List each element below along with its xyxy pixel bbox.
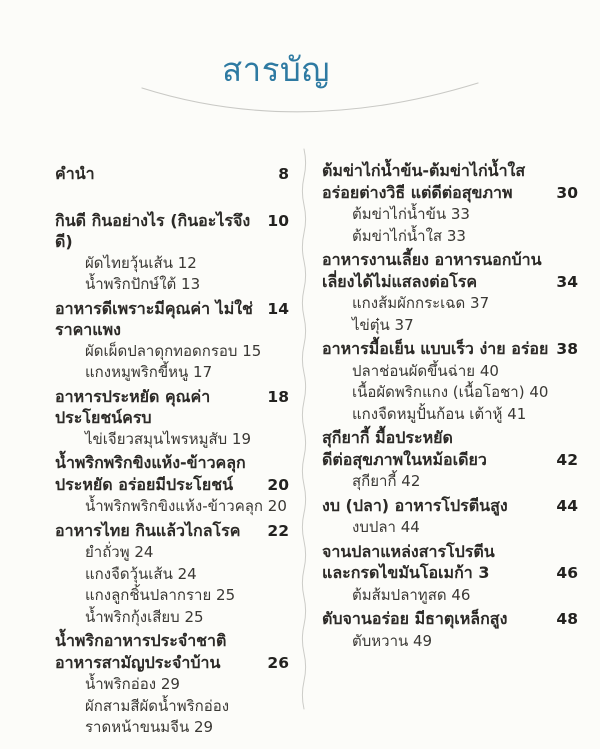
toc-heading-row	[55, 474, 289, 497]
toc-heading-text: กินดี กินอย่างไร (กินอะไรจึงดี)	[55, 210, 251, 251]
toc-heading-row	[55, 630, 289, 652]
toc-heading-row	[55, 210, 289, 253]
toc-sub-item: ผัดเผ็ดปลาดุกทอดกรอบ 15	[85, 341, 262, 360]
toc-sub-item: แกงส้มผักกระเฉด 37	[352, 294, 490, 312]
toc-column-right	[322, 160, 578, 654]
toc-heading-text: น้ำพริกอาหารประจำชาติ	[55, 631, 227, 650]
toc-sub-item: น้ำพริกพริกขิงแห้ง-ข้าวคลุก 20	[85, 497, 287, 515]
toc-sub-item: น้ำพริกอ่อง 29	[85, 675, 180, 693]
toc-heading-text: สุกียากี้ มื้อประหยัด	[322, 428, 453, 447]
toc-heading-text: ประหยัด อร่อยมีประโยชน์	[55, 474, 234, 494]
toc-sub-item: ปลาช่อนผัดขึ้นฉ่าย 40	[352, 361, 499, 380]
toc-section	[322, 249, 578, 336]
toc-heading-row	[322, 160, 578, 182]
toc-section	[55, 210, 289, 296]
toc-heading-text: อาหารงานเลี้ยง อาหารนอกบ้าน	[322, 250, 542, 269]
toc-heading-text: เลี่ยงได้ไม่แสลงต่อโรค	[322, 271, 478, 291]
toc-heading-text: ดีต่อสุขภาพในหม้อเดียว	[322, 449, 487, 469]
toc-section	[322, 338, 578, 425]
toc-sub-item: แกงหมูพริกขี้หนู 17	[85, 363, 213, 381]
toc-sub-item: ตับหวาน 49	[352, 631, 433, 650]
toc-heading-text: จานปลาแหล่งสารโปรตีน	[322, 541, 495, 561]
toc-page-number: 22	[267, 521, 289, 540]
toc-section	[55, 386, 289, 451]
toc-heading-row	[322, 427, 578, 449]
toc-heading-row	[322, 608, 578, 631]
toc-heading-row	[322, 562, 578, 585]
toc-page-number: 44	[556, 496, 578, 515]
toc-heading-text: และกรดไขมันโอเมก้า 3	[322, 563, 490, 582]
toc-sub-item: แกงจืดวุ้นเส้น 24	[85, 564, 197, 583]
toc-heading-text: อาหารมื้อเย็น แบบเร็ว ง่าย อร่อย	[322, 339, 549, 358]
toc-heading-text: อร่อยต่างวิธี แต่ดีต่อสุขภาพ	[322, 182, 513, 202]
toc-column-left	[55, 163, 289, 741]
toc-sub-item: ต้มข่าไก่น้ำข้น 33	[352, 205, 470, 223]
toc-section	[322, 160, 578, 247]
toc-page-number: 46	[556, 564, 578, 582]
toc-sub-item: น้ำพริกปักษ์ใต้ 13	[85, 275, 201, 293]
toc-heading-text: อาหารสามัญประจำบ้าน	[55, 652, 221, 672]
toc-heading-row	[322, 541, 578, 563]
toc-page-number: 48	[556, 610, 578, 628]
toc-section	[322, 541, 578, 607]
toc-page-number: 42	[556, 450, 578, 469]
toc-page-number: 18	[267, 387, 289, 406]
toc-page-number: 26	[267, 653, 289, 672]
toc-page-number: 30	[556, 183, 578, 202]
toc-page-number: 20	[267, 475, 289, 494]
toc-page-number: 14	[267, 299, 289, 318]
toc-sub-item: ผักสามสีผัดน้ำพริกอ่อง	[85, 696, 230, 715]
toc-page-number: 34	[556, 272, 578, 291]
toc-sub-item: ยำถั่วพู 24	[85, 543, 154, 561]
toc-heading-text: ตับจานอร่อย มีธาตุเหล็กสูง	[322, 609, 508, 628]
toc-sub-item: ต้มข่าไก่น้ำใส 33	[352, 226, 466, 245]
toc-sub-item: แกงจืดหมูปั้นก้อน เต้าหู้ 41	[352, 404, 527, 423]
toc-section	[322, 495, 578, 539]
toc-sub-item: ต้มส้มปลาทูสด 46	[352, 585, 471, 604]
toc-sub-item: แกงลูกชิ้นปลากราย 25	[85, 586, 236, 604]
toc-sub-item: ไข่เจียวสมุนไพรหมูสับ 19	[85, 429, 252, 448]
toc-sub-item: ผัดไทยวุ้นเส้น 12	[85, 253, 197, 272]
toc-heading-row	[322, 449, 578, 472]
toc-heading-row	[55, 652, 289, 675]
toc-heading-row	[322, 495, 578, 518]
toc-section	[322, 427, 578, 493]
toc-heading-row	[322, 271, 578, 294]
toc-heading-text: อาหารประหยัด คุณค่าประโยชน์ครบ	[55, 386, 211, 427]
toc-section	[55, 163, 289, 186]
toc-heading-row	[55, 452, 289, 474]
column-divider-wavy-line	[297, 147, 311, 715]
toc-heading-row	[55, 386, 289, 429]
toc-sub-item: ไข่ตุ๋น 37	[352, 315, 414, 334]
toc-heading-text: ต้มข่าไก่น้ำข้น-ต้มข่าไก่น้ำใส	[322, 161, 526, 180]
toc-heading-row	[322, 249, 578, 271]
toc-section	[55, 452, 289, 518]
toc-sub-item: เนื้อผัดพริกแกง (เนื้อโอชา) 40	[352, 383, 549, 401]
toc-heading-text: คำนำ	[55, 164, 95, 183]
toc-sub-item: น้ำพริกกุ้งเสียบ 25	[85, 607, 204, 626]
toc-sub-item: สุกียากี้ 42	[352, 472, 421, 490]
toc-section	[55, 630, 289, 739]
toc-page-number: 38	[556, 340, 578, 358]
toc-page-number: 8	[278, 165, 289, 183]
toc-heading-row	[322, 182, 578, 205]
toc-heading-text: อาหารไทย กินแล้วไกลโรค	[55, 520, 241, 540]
toc-heading-row	[55, 298, 289, 341]
toc-heading-text: งบ (ปลา) อาหารโปรตีนสูง	[322, 495, 508, 515]
toc-section	[322, 608, 578, 652]
toc-heading-text: น้ำพริกพริกขิงแห้ง-ข้าวคลุก	[55, 453, 246, 472]
toc-heading-text: อาหารดีเพราะมีคุณค่า ไม่ใช่ราคาแพง	[55, 298, 253, 339]
page-title: สารบัญ	[222, 50, 330, 89]
toc-section	[55, 520, 289, 629]
toc-heading-row	[55, 520, 289, 543]
title-underline-curve	[128, 76, 492, 124]
toc-page-number: 10	[267, 211, 289, 230]
toc-sub-item: งบปลา 44	[352, 518, 420, 536]
toc-sub-item: ราดหน้าขนมจีน 29	[85, 718, 214, 736]
toc-section	[55, 298, 289, 384]
toc-heading-row	[55, 163, 289, 186]
toc-heading-row	[322, 338, 578, 361]
